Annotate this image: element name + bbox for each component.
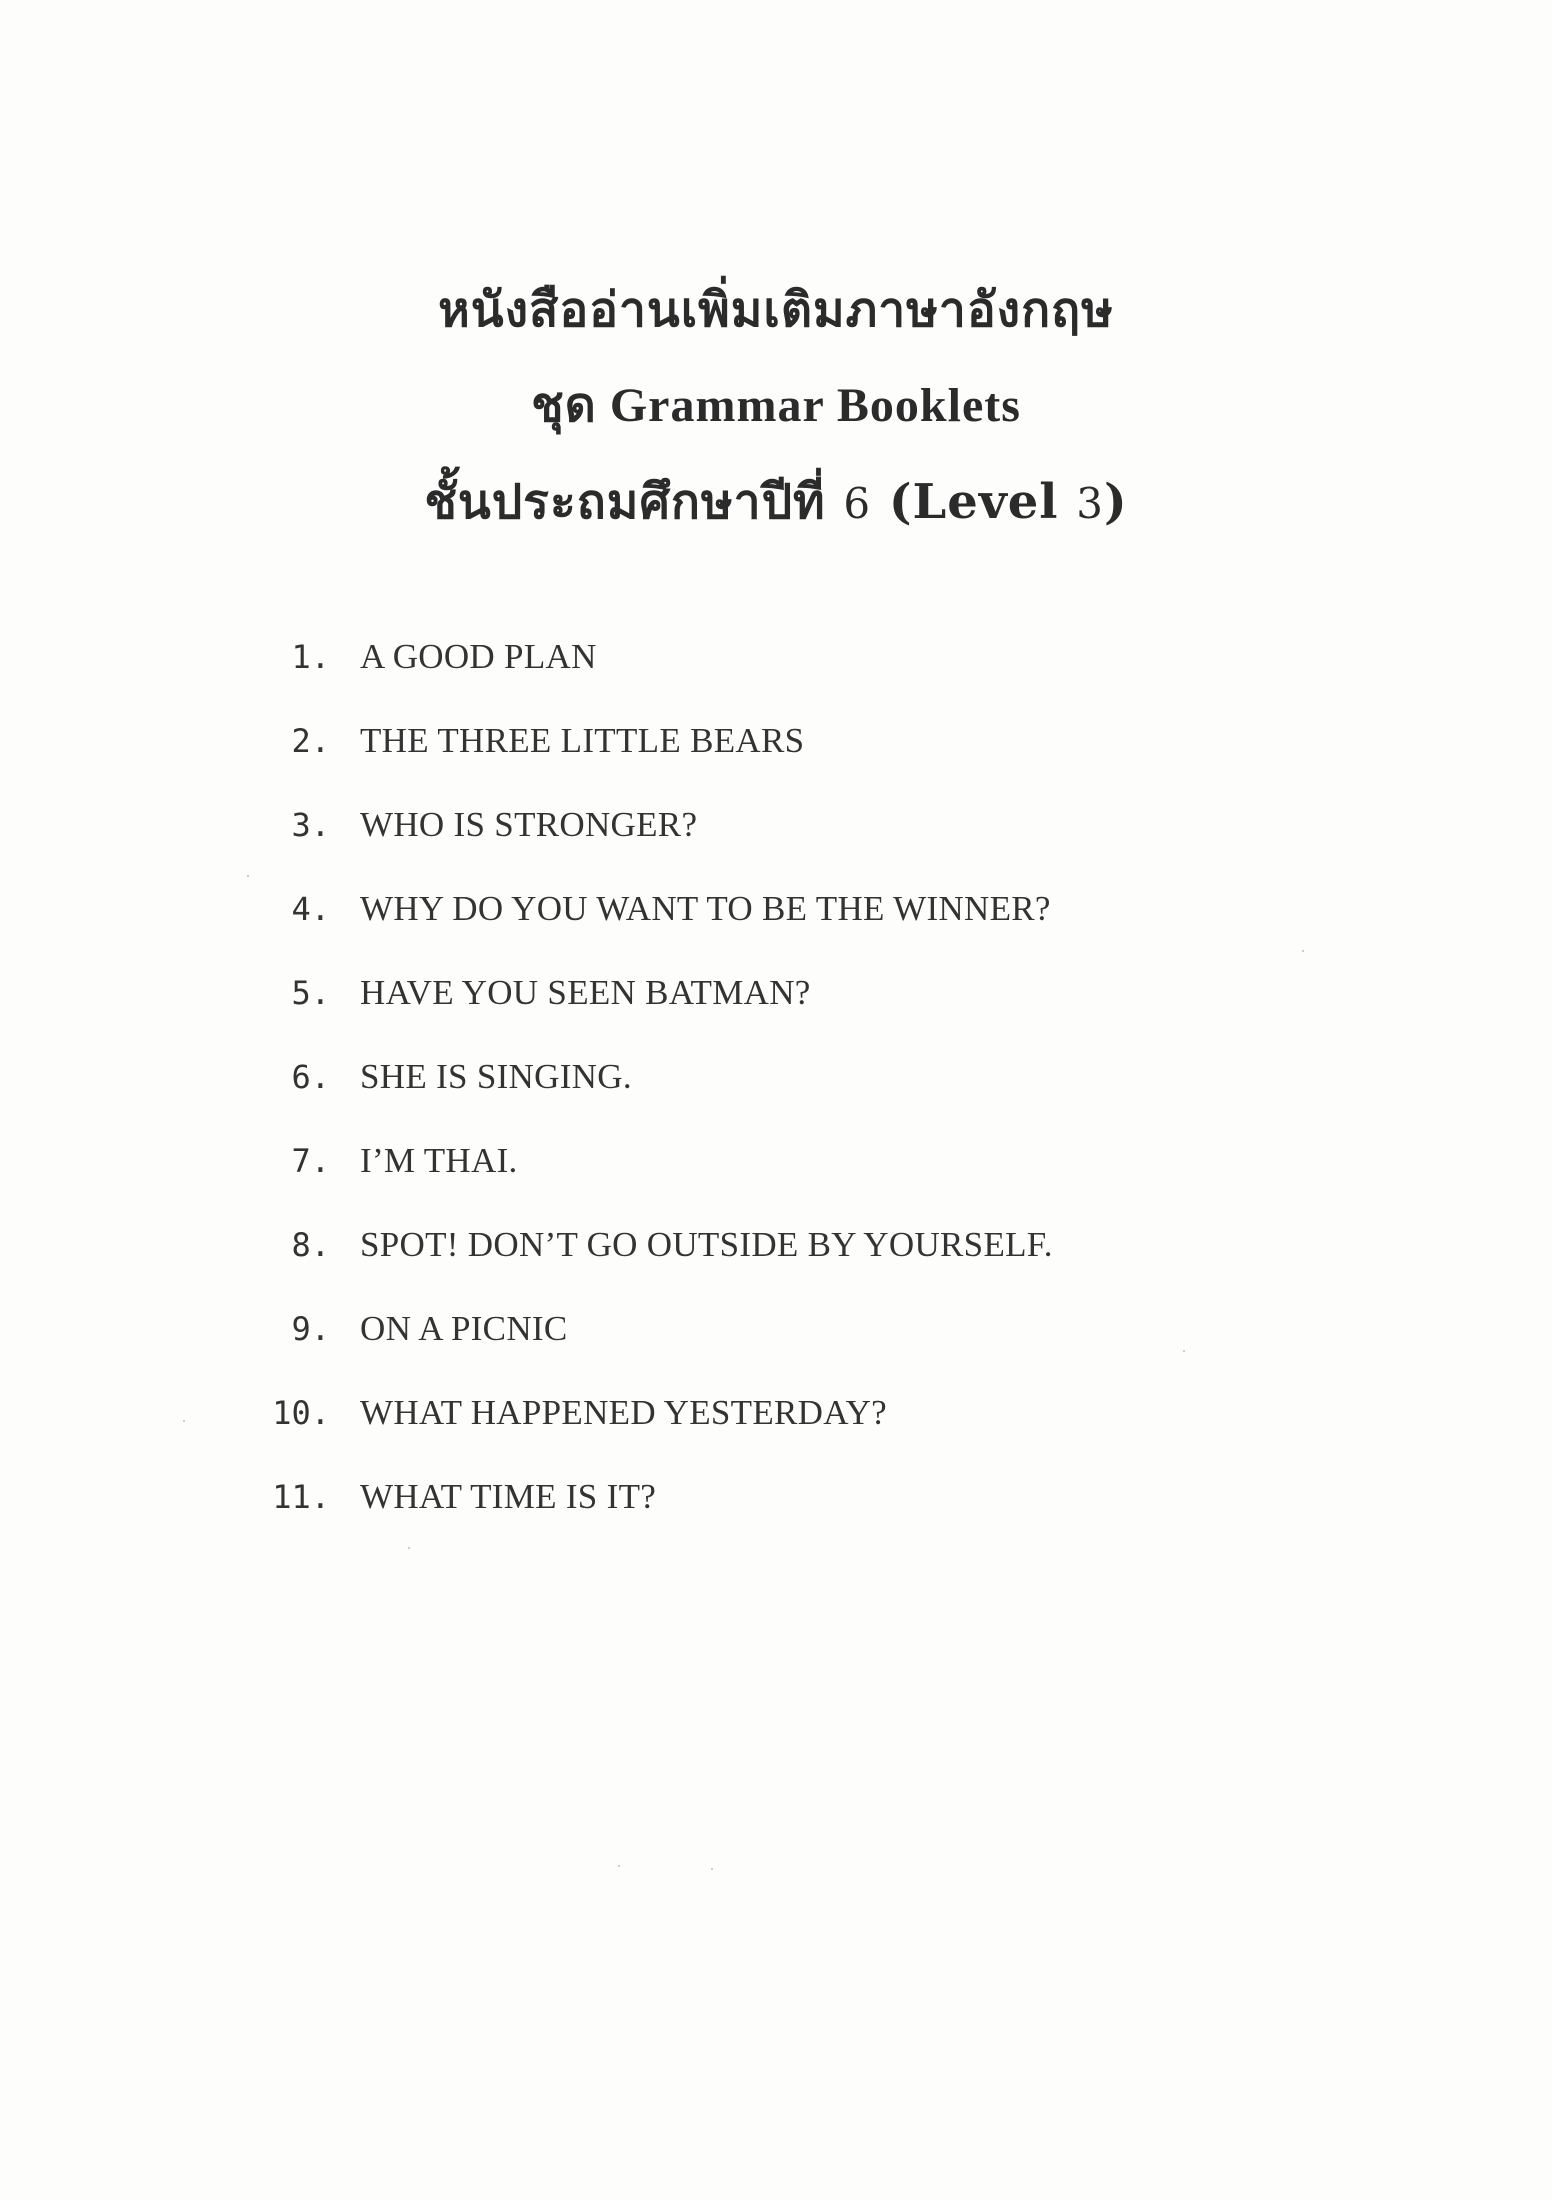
item-title: SPOT! DON’T GO OUTSIDE BY YOURSELF. [360,1225,1053,1264]
level-number: 3 [1076,479,1104,528]
list-item [250,1287,1350,1371]
grade-number: 6 [843,479,872,528]
item-title: A GOOD PLAN [360,637,597,676]
table-of-contents [250,615,1350,1539]
level-close: ) [1103,474,1128,530]
item-number: 4. [291,890,330,928]
title-thai: หนังสืออ่านเพิ่มเติมภาษาอังกฤษ [438,282,1114,338]
list-item [250,867,1350,951]
list-item [250,1203,1350,1287]
item-number: 10. [272,1394,330,1432]
level-label: (Level [871,474,1077,530]
item-number: 6. [291,1058,330,1096]
item-title: WHO IS STRONGER? [360,805,698,844]
list-item [250,1455,1350,1539]
item-title: WHAT HAPPENED YESTERDAY? [360,1393,888,1432]
item-number: 8. [291,1226,330,1264]
item-number: 11. [272,1478,330,1516]
list-item [250,1371,1350,1455]
item-title: THE THREE LITTLE BEARS [360,721,805,760]
scan-speck [1302,950,1304,952]
list-item [250,1035,1350,1119]
scan-speck [247,875,249,877]
scan-speck [711,1868,713,1870]
list-item [250,699,1350,783]
item-number: 1. [291,638,330,676]
series-title: ชุด Grammar Booklets [531,379,1021,432]
scan-speck [183,1420,185,1422]
grade-title [0,454,1552,552]
scan-speck [618,1865,620,1867]
list-item [250,783,1350,867]
item-number: 2. [291,722,330,760]
item-number: 5. [291,974,330,1012]
title-block [0,262,1552,552]
item-title: I’M THAI. [360,1141,518,1180]
list-item [250,1119,1350,1203]
grade-label: ชั้นประถมศึกษาปีที่ [424,474,844,530]
scan-speck [1183,1350,1185,1352]
item-title: WHAT TIME IS IT? [360,1477,657,1516]
item-title: SHE IS SINGING. [360,1057,632,1096]
scan-speck [408,1547,410,1549]
item-number: 9. [291,1310,330,1348]
item-title: WHY DO YOU WANT TO BE THE WINNER? [360,889,1051,928]
list-item [250,615,1350,699]
item-title: HAVE YOU SEEN BATMAN? [360,973,811,1012]
list-item [250,951,1350,1035]
item-number: 7. [291,1142,330,1180]
item-number: 3. [291,806,330,844]
item-title: ON A PICNIC [360,1309,568,1348]
